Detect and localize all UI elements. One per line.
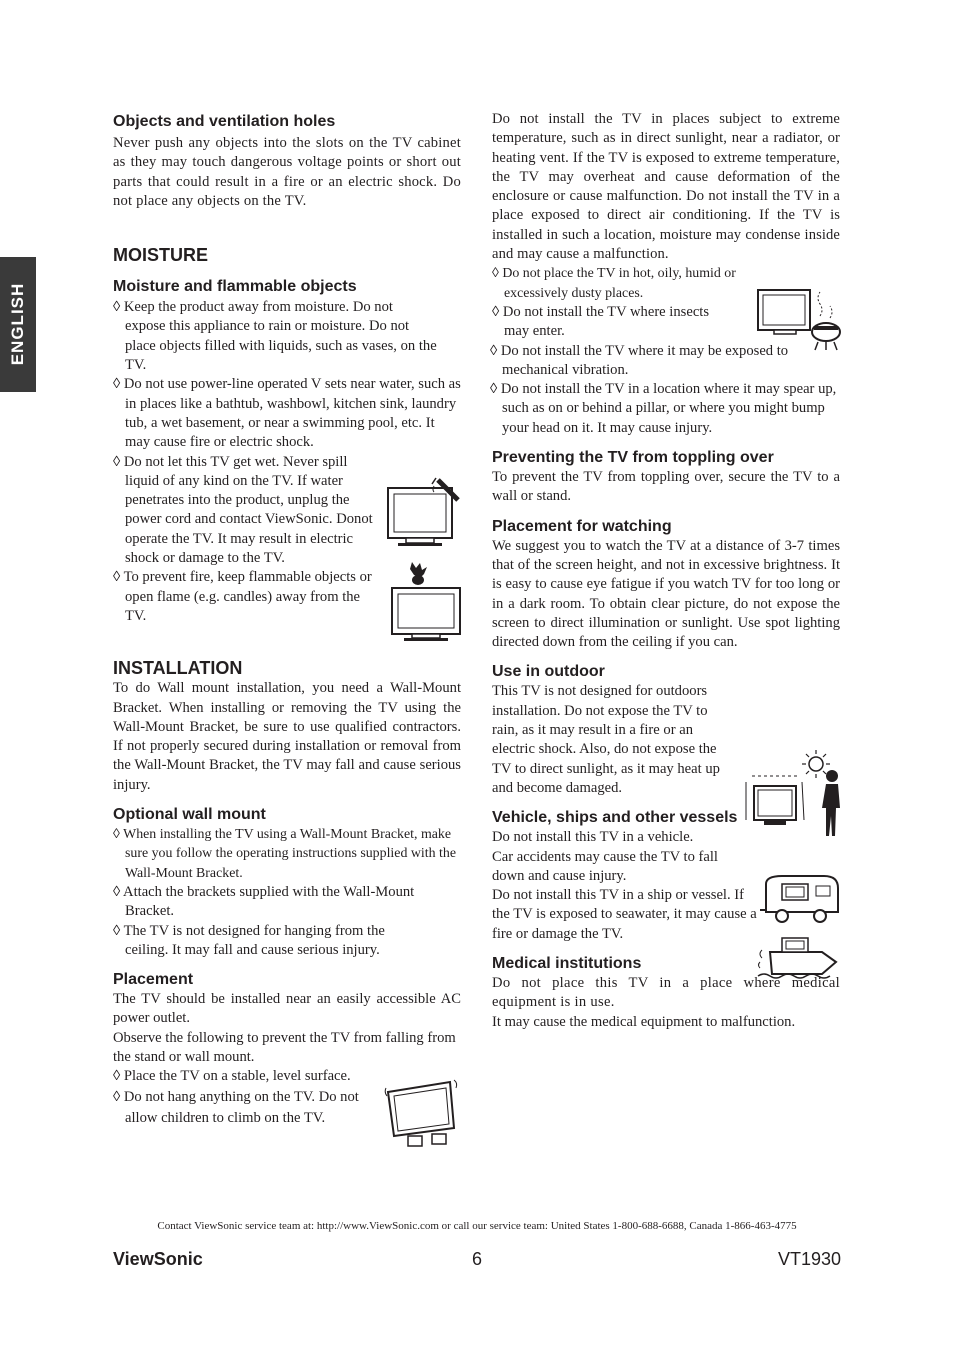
tv-hot-humid-icon xyxy=(756,286,842,352)
environment-bullet-3: ◊ Do not install the TV where it may be exposed to mechanical vibration. xyxy=(490,342,789,378)
tv-on-stand-icon xyxy=(384,1076,466,1152)
outdoor-text: This TV is not designed for outdoors installation. Do not expose the TV to rain, as it may result in a fire or an electric shock. Also, do not expose the TV to direct sunlight, as it may heat up and become damaged. xyxy=(492,683,720,796)
moisture-bullet-1: ◊ Keep the product away from moisture. Do not expose this appliance to rain or moisture. Do not place objects filled with liquids, such as vases, on the TV. xyxy=(113,299,437,374)
installation-text: To do Wall mount installation, you need a Wall-Mount Bracket. When installing or removing the TV using the Wall-Mount Bracket, be sure to use qualified contractors. If not properly secured during installation or removal from the Wall-Mount Bracket, the TV may fall and cause serious injury. xyxy=(113,680,461,793)
medical-text-1: Do not place this TV in a place where medical equipment is in use. xyxy=(492,974,840,1011)
wall-mount-title: Optional wall mount xyxy=(113,806,266,824)
installation-heading: INSTALLATION xyxy=(113,658,243,679)
outdoor-title: Use in outdoor xyxy=(492,663,605,681)
vehicle-text-1: Do not install this TV in a vehicle. xyxy=(492,829,694,846)
language-tab xyxy=(0,257,36,392)
moisture-bullet-3: ◊ Do not let this TV get wet. Never spill liquid of any kind on the TV. If water penetrates into the product, unplug the power cord and contact ViewSonic. Donot operate the TV. It may result in electric shock or damage to the TV. xyxy=(113,453,373,567)
environment-bullet-4: ◊ Do not install the TV in a location where it may spear up, such as on or behind a pillar, or where you might bump your head on it. It may cause injury. xyxy=(490,381,837,436)
placement-bullet-2: ◊ Do not hang anything on the TV. Do not allow children to climb on the TV. xyxy=(113,1088,359,1126)
moisture-subtitle: Moisture and flammable objects xyxy=(113,278,357,296)
wall-mount-bullet-1: ◊ When installing the TV using a Wall-Mount Bracket, make sure you follow the operating instructions supplied with the Wall-Mount Bracket. xyxy=(113,827,457,881)
vehicle-text-2: Car accidents may cause the TV to fall down and cause injury. xyxy=(492,848,718,884)
vehicle-title: Vehicle, ships and other vessels xyxy=(492,809,738,827)
toppling-text: To prevent the TV from toppling over, secure the TV to a wall or stand. xyxy=(492,469,840,505)
medical-title: Medical institutions xyxy=(492,954,642,972)
vehicle-text-3: Do not install this TV in a ship or vessel. If the TV is exposed to seawater, it may cause a fire or damage the TV. xyxy=(492,887,757,942)
placement-title: Placement xyxy=(113,971,194,989)
placement-text-1: The TV should be installed near an easily accessible AC power outlet. xyxy=(113,991,461,1027)
watching-text: We suggest you to watch the TV at a distance of 3-7 times that of the screen height, and not in excessive brightness. It is easy to cause eye fatigue if you watch TV for too long or in a dark room. To obtain clear picture, do not expose the screen to direct illumination or sunlight. Use spot lighting directed down from the ceiling if you can. xyxy=(492,537,840,651)
outdoor-sun-person-icon xyxy=(742,748,842,840)
moisture-bullet-2: ◊ Do not use power-line operated V sets near water, such as in places like a bathtub, washbowl, kitchen sink, laundry tub, a wet basement, or near a swimming pool, etc. It may cause fire or electric shock. xyxy=(113,376,461,451)
objects-title: Objects and ventilation holes xyxy=(113,113,336,130)
wall-mount-bullet-3: ◊ The TV is not designed for hanging from the ceiling. It may fall and cause serious injury. xyxy=(113,922,385,958)
footer-contact: Contact ViewSonic service team at: http://www.ViewSonic.com or call our service team: United States 1-800-688-6688, Canada 1-866-463-4775 xyxy=(157,1220,797,1232)
language-tab-label: ENGLISH xyxy=(8,282,27,366)
environment-bullet-2: ◊ Do not install the TV where insects may enter. xyxy=(492,303,710,340)
page-number: 6 xyxy=(471,1249,482,1269)
objects-text: Never push any objects into the slots on the TV cabinet as they may touch dangerous voltage points or short out parts that could result in a fire or an electric shock. Do not place any objects on the TV. xyxy=(113,135,461,209)
moisture-bullet-4: ◊ To prevent fire, keep flammable objects or open flame (e.g. candles) away from the TV. xyxy=(113,569,372,624)
moisture-heading: MOISTURE xyxy=(113,245,209,266)
environment-bullet-1: ◊ Do not place the TV in hot, oily, humid or excessively dusty places. xyxy=(492,266,736,301)
watching-title: Placement for watching xyxy=(492,517,672,535)
toppling-title: Preventing the TV from toppling over xyxy=(492,449,774,467)
wall-mount-bullet-2: ◊ Attach the brackets supplied with the Wall-Mount Bracket. xyxy=(113,883,415,920)
ship-vessel-icon xyxy=(756,930,842,986)
medical-text-2: It may cause the medical equipment to malfunction. xyxy=(492,1013,796,1030)
footer-model: VT1930 xyxy=(777,1249,841,1269)
vehicle-caravan-icon xyxy=(760,874,842,926)
placement-text-2: Observe the following to prevent the TV from falling from the stand or wall mount. xyxy=(113,1029,456,1065)
temperature-text: Do not install the TV in places subject to extreme temperature, such as in direct sunlight, near a radiator, or heating vent. If the TV is exposed to extreme temperature, the TV may overheat and cause deformation of the enclosure or cause malfunction. Do not install the TV in a place exposed to direct air conditioning. If the TV is installed in such a location, moisture may condense inside and may cause a malfunction. xyxy=(492,111,840,263)
tv-liquid-spill-icon xyxy=(384,474,464,550)
tv-flame-vase-icon xyxy=(390,560,464,646)
placement-bullet-1: ◊ Place the TV on a stable, level surface. xyxy=(113,1068,351,1085)
footer-brand: ViewSonic xyxy=(113,1249,203,1269)
